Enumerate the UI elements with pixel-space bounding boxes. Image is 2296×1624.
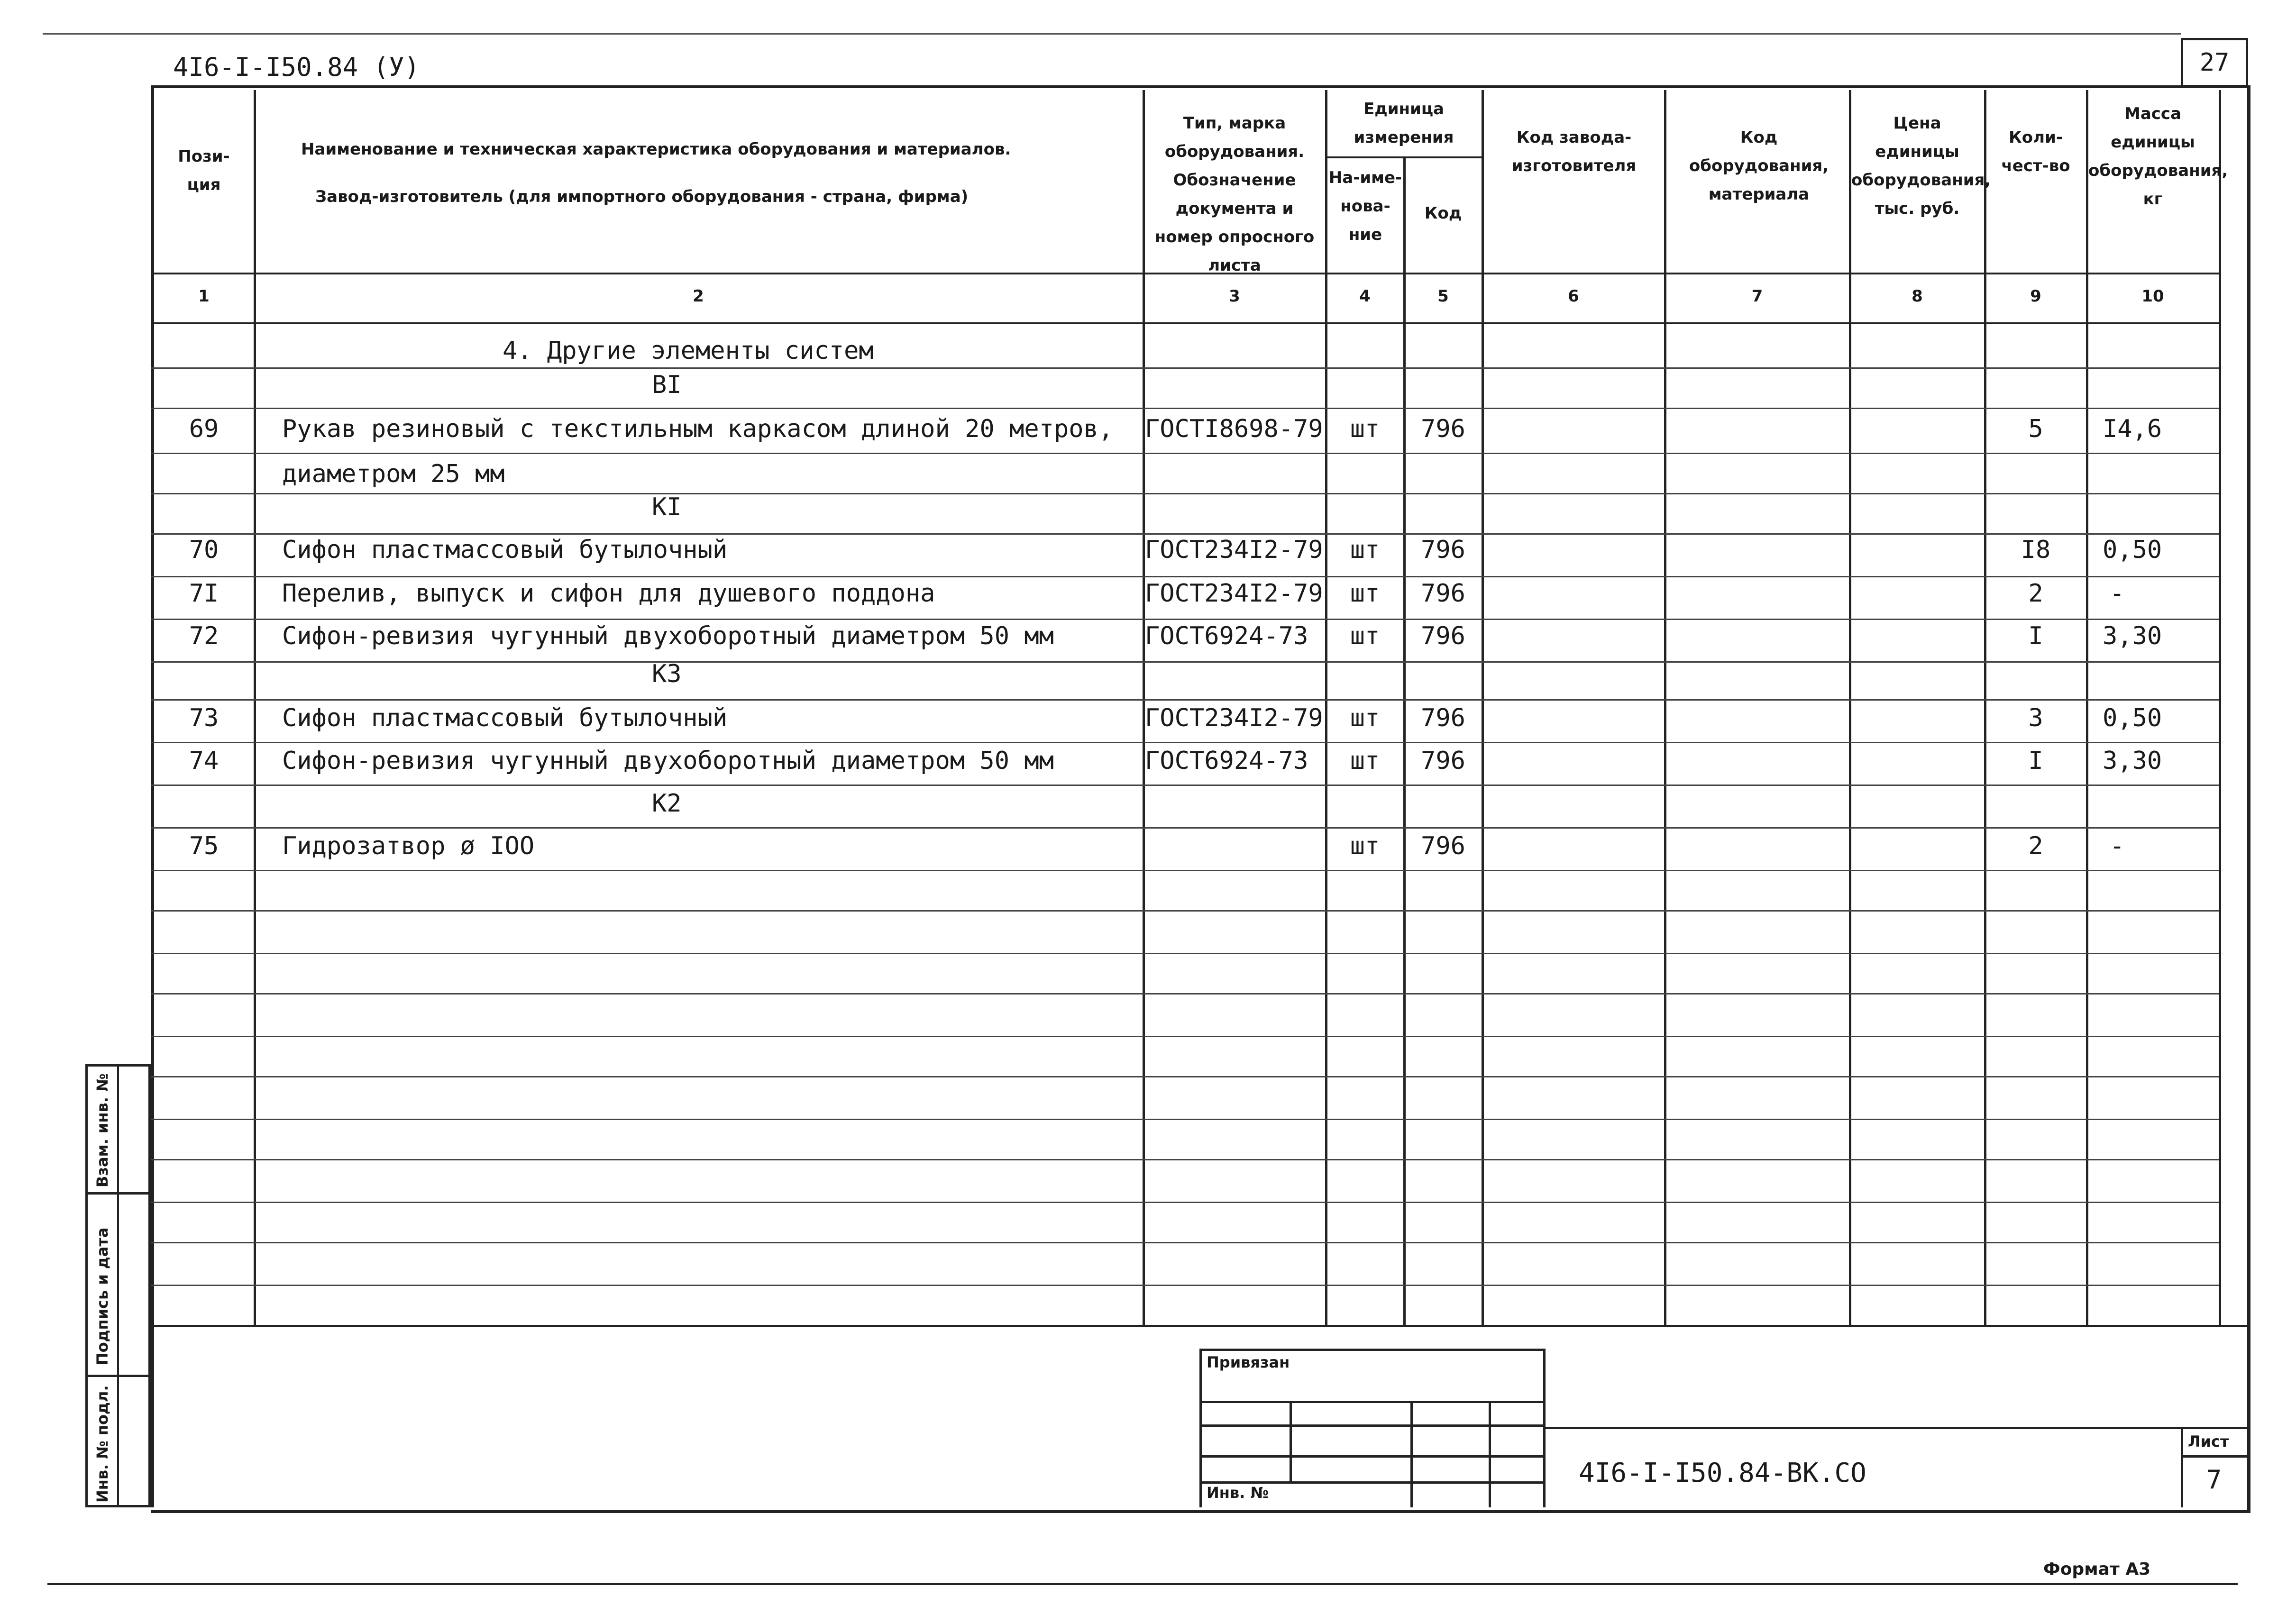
inv-label: Инв. № — [1207, 1484, 1269, 1502]
row-name: Сифон-ревизия чугунный двухоборотный диаметром 50 мм — [282, 747, 1054, 775]
subsystem-heading: BI — [652, 371, 682, 399]
bottom-rule — [47, 1583, 2238, 1585]
row-name: Рукав резиновый с текстильным каркасом длиной 20 метров, — [282, 415, 1114, 443]
row-code: 796 — [1421, 622, 1465, 650]
row-position: 73 — [189, 704, 219, 732]
row-doc: ГОСТ6924-73 — [1145, 622, 1308, 650]
colnum-8: 8 — [1912, 287, 1923, 306]
row-doc: ГОСТ234I2-79 — [1145, 536, 1323, 564]
row-position: 7I — [189, 579, 219, 608]
colnum-6: 6 — [1568, 287, 1579, 306]
tb-code-top-line — [1543, 1427, 2247, 1429]
format-label: Формат А3 — [2043, 1560, 2151, 1579]
header-name-line2: Завод-изготовитель (для импортного оборудования - страна, фирма) — [315, 187, 969, 206]
row-qty: I8 — [2021, 536, 2051, 564]
row-unit: шт — [1350, 415, 1380, 443]
sheet-number: 27 — [2199, 48, 2230, 77]
row-unit: шт — [1350, 536, 1380, 564]
row-name: Сифон-ревизия чугунный двухоборотный диаметром 50 мм — [282, 622, 1054, 650]
row-mass: 3,30 — [2103, 622, 2162, 650]
row-unit: шт — [1350, 832, 1380, 860]
tb-line — [1199, 1401, 1543, 1403]
tb-top-line — [1199, 1349, 1543, 1351]
sheet-label: Лист — [2188, 1432, 2229, 1451]
sheet-value: 7 — [2206, 1465, 2222, 1495]
row-unit: шт — [1350, 704, 1380, 732]
bound-label: Привязан — [1207, 1353, 1290, 1371]
row-code: 796 — [1421, 747, 1465, 775]
row-code: 796 — [1421, 704, 1465, 732]
colnum-2: 2 — [693, 287, 704, 306]
row-position: 74 — [189, 747, 219, 775]
row-mass: - — [2110, 832, 2125, 860]
tb-line — [1199, 1455, 1543, 1458]
tb-inner-line — [1290, 1401, 1292, 1481]
row-unit: шт — [1350, 747, 1380, 775]
colnum-4: 4 — [1359, 287, 1371, 306]
row-doc: ГОСТI8698-79 — [1145, 415, 1323, 443]
header-equipment-code: Код оборудования, материала — [1689, 128, 1829, 204]
row-name: Сифон пластмассовый бутылочный — [282, 704, 728, 732]
inv-orig-label: Инв. № подл. — [93, 1385, 111, 1503]
tb-inner-line — [1410, 1401, 1413, 1507]
subsystem-heading: K3 — [652, 660, 682, 688]
row-name-continuation: диаметром 25 мм — [282, 460, 505, 488]
subsystem-heading: KI — [652, 493, 682, 521]
sign-date-label: Подпись и дата — [93, 1227, 111, 1365]
row-code: 796 — [1421, 832, 1465, 860]
row-code: 796 — [1421, 536, 1465, 564]
row-unit: шт — [1350, 622, 1380, 650]
header-unit-price: Цена единицы оборудования, тыс. руб. — [1851, 114, 1991, 218]
row-unit: шт — [1350, 579, 1380, 608]
sheet-box-mid-line — [2181, 1455, 2247, 1458]
colnum-7: 7 — [1751, 287, 1763, 306]
header-unit: Единица измерения — [1354, 100, 1454, 147]
row-qty: 3 — [2028, 704, 2043, 732]
row-doc: ГОСТ6924-73 — [1145, 747, 1308, 775]
replaced-inv-label: Взам. инв. № — [93, 1073, 111, 1187]
header-unit-code: Код — [1424, 204, 1462, 223]
header-name-line1: Наименование и техническая характеристика оборудования и материалов. — [301, 140, 1011, 159]
section-heading: 4. Другие элементы систем — [503, 337, 874, 365]
row-doc: ГОСТ234I2-79 — [1145, 704, 1323, 732]
row-name: Сифон пластмассовый бутылочный — [282, 536, 728, 564]
colnum-9: 9 — [2030, 287, 2041, 306]
row-code: 796 — [1421, 415, 1465, 443]
subsystem-heading: K2 — [652, 789, 682, 818]
row-doc: ГОСТ234I2-79 — [1145, 579, 1323, 608]
row-position: 75 — [189, 832, 219, 860]
row-name: Перелив, выпуск и сифон для душевого поддона — [282, 579, 935, 608]
row-mass: 0,50 — [2103, 704, 2162, 732]
row-position: 69 — [189, 415, 219, 443]
row-mass: - — [2110, 579, 2125, 608]
document-code: 4I6-I-I50.84-ВК.СО — [1579, 1458, 1866, 1488]
row-mass: 0,50 — [2103, 536, 2162, 564]
header-doc-number: 4I6-I-I50.84 (У) — [173, 52, 420, 82]
row-qty: I — [2028, 622, 2043, 650]
header-position: Пози- ция — [178, 147, 230, 194]
header-type-mark: Тип, марка оборудования. Обозначение документа и номер опросного листа — [1154, 114, 1315, 275]
header-unit-mass: Масса единицы оборудования, кг — [2088, 104, 2228, 209]
row-qty: 2 — [2028, 579, 2043, 608]
row-mass: 3,30 — [2103, 747, 2162, 775]
row-position: 70 — [189, 536, 219, 564]
colnum-1: 1 — [198, 287, 210, 306]
row-code: 796 — [1421, 579, 1465, 608]
colnum-5: 5 — [1437, 287, 1449, 306]
row-name: Гидрозатвор ø IOO — [282, 832, 535, 860]
header-quantity: Коли-чест-во — [2001, 128, 2070, 175]
colnum-10: 10 — [2141, 287, 2164, 306]
tb-line — [1199, 1424, 1543, 1427]
colnum-3: 3 — [1229, 287, 1240, 306]
row-qty: 2 — [2028, 832, 2043, 860]
header-unit-name: На-име-нова-ние — [1328, 168, 1402, 244]
tb-inner-line — [1489, 1401, 1491, 1507]
header-plant-code: Код завода-изготовителя — [1511, 128, 1637, 175]
row-position: 72 — [189, 622, 219, 650]
row-qty: I — [2028, 747, 2043, 775]
row-qty: 5 — [2028, 415, 2043, 443]
row-mass: I4,6 — [2103, 415, 2162, 443]
